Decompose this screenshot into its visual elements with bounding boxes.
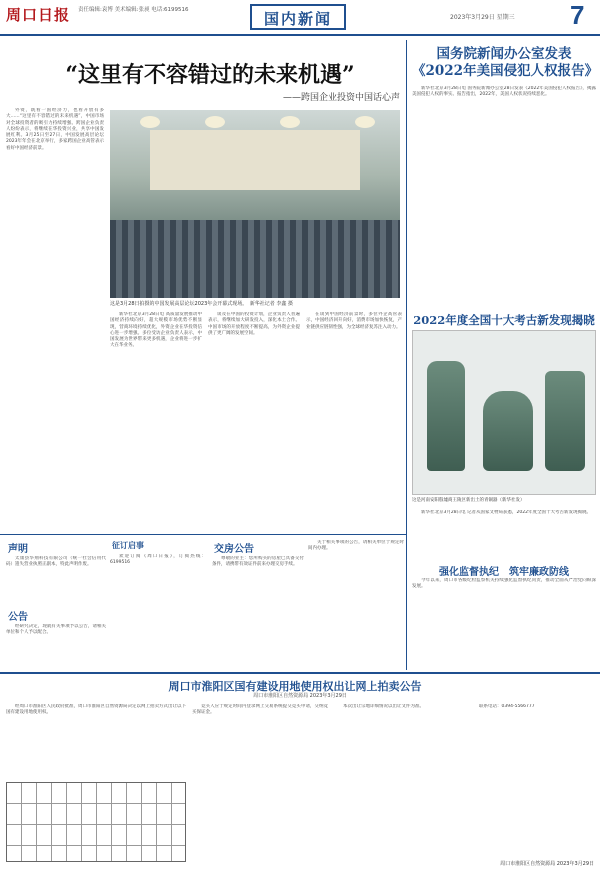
declaration-text [6, 556, 106, 606]
artifacts-photo [412, 330, 596, 495]
article-paragraph: 谈及在中国的投资计划，企业负责人普遍表示，将继续加大研发投入，深化本土合作。中国市场的开放程度不断提高，为外资企业提供了更广阔的发展空间。 [208, 312, 300, 336]
artifacts-caption: 这是河南安阳殷墟商王陵区新出土的青铜器（新华社发） [412, 498, 525, 503]
land-parcel-table [6, 782, 186, 862]
right-notice-box [308, 540, 404, 668]
land-notice-top-rule [0, 672, 600, 674]
notice-title: 公告 [8, 612, 28, 623]
human-rights-report-text [412, 86, 596, 306]
page-header [0, 0, 600, 36]
land-notice-column-3 [334, 704, 464, 876]
forum-photo [110, 110, 400, 298]
archaeology-title: 2022年度全国十大考古新发现揭晓 [413, 313, 595, 327]
land-notice-subtitle: 周口市淮阳区自然资源局 2023年3月29日 [253, 693, 347, 699]
article-paragraph: 今年以来，周口市各级纪检监察机关持续强化监督执纪问责，推动全面从严治党向纵深发展。 [412, 578, 596, 590]
land-notice-column-1 [6, 704, 186, 778]
chandelier-icon [355, 116, 375, 128]
photo-audience [110, 220, 400, 298]
chandelier-icon [280, 116, 300, 128]
page-number: 7 [570, 0, 585, 30]
notice-text [6, 624, 106, 668]
notice-paragraph: 关于相关事项的公告，请相关单位于规定时间内办理。 [308, 540, 404, 552]
column-divider [406, 40, 407, 670]
discipline-text [412, 578, 596, 668]
bronze-vessel-icon [545, 371, 585, 471]
article-paragraph: 外资，既看一国经济力，也看开放有多大……“这里有不容错过的未来机遇”，中国市场对全球投资者的吸引力持续增强。跨国企业负责人纷纷表示，将继续在华投资兴业，共享中国发展红利。3月25日至27日，中国发展高层论坛2023年年会在北京举行，多家跨国企业高管表示看好中国经济前景。 [6, 108, 104, 151]
notice-paragraph: 经研究决定，现就有关事项予以公告，请相关单位和个人予以配合。 [6, 624, 106, 636]
land-notice-title: 周口市淮阳区国有建设用地使用权出让网上拍卖公告 [168, 680, 422, 693]
section-label-box [250, 4, 346, 30]
ad-title: 征订启事 [112, 540, 144, 550]
article-paragraph: 新华社北京3月28日电 高质量发展推动中国经济持续向好，超大规模市场优势不断显现，营商环境持续优化，外资企业在华投资信心进一步增强。多位受访企业负责人表示，中国发展为世界带来更多机遇，企业将进一步扩大在华业务。 [110, 312, 202, 349]
housing-delivery-text [212, 556, 304, 668]
article-paragraph: 新华社北京3月28日电 记者从国家文物局获悉，2022年度全国十大考古新发现揭晓。 [421, 510, 591, 515]
photo-stage [150, 130, 360, 190]
chandelier-icon [205, 116, 225, 128]
notice-paragraph: 尊敬的业主：您所购买的房屋已具备交付条件，请携带有效证件前来办理交房手续。 [212, 556, 304, 568]
photo-caption: 这是3月28日拍摄的中国发展高层论坛2023年会开幕式现场。 新华社记者 李鑫 摄 [110, 301, 293, 307]
section-title: 国内新闻 [263, 10, 332, 28]
land-notice-column-4 [470, 704, 594, 854]
issue-date: 2023年3月29日 星期三 [450, 14, 515, 21]
editor-info: 责任编辑:袁博 美术编辑:张昶 电话:6199516 [78, 7, 189, 13]
bronze-vessel-icon [427, 361, 465, 471]
bronze-vessel-icon [483, 391, 533, 471]
notice-paragraph: 欢迎订阅《周口日报》，订阅热线：6199516 [110, 554, 206, 566]
main-article-title: “这里有不容错过的未来机遇” [65, 62, 355, 88]
land-notice-column-2 [192, 704, 328, 876]
article-paragraph: 新华社北京3月28日电 国务院新闻办公室28日发表《2022年美国侵犯人权报告》，揭露美国侵犯人权的事实。报告指出，2022年，美国人权状况持续恶化。 [412, 86, 596, 98]
article-paragraph: 在谈到中国经济前景时，多位外企高管表示，中国经济回升向好，消费市场加快恢复，产业链供应链韧性强，为全球经济复苏注入动力。 [306, 312, 402, 330]
newspaper-logo: 周口日报 [6, 6, 71, 24]
discipline-title: 强化监督执纪 筑牢廉政防线 [439, 567, 569, 578]
archaeology-text [412, 510, 596, 558]
ads-top-rule [0, 534, 406, 535]
notice-paragraph: 竞买人应于规定时间内登录网上交易系统提交竞买申请，交纳竞买保证金。 [192, 704, 328, 716]
notice-paragraph: 太康县华翔科技有限公司（统一社会信用代码）遗失营业执照正副本，特此声明作废。 [6, 556, 106, 568]
notice-paragraph: 经周口市淮阳区人民政府批准，周口市淮阳区自然资源局决定以网上拍卖方式出让以下国有建设用地使用权。 [6, 704, 186, 716]
housing-delivery-title: 交房公告 [214, 544, 254, 555]
land-notice-signature: 周口市淮阳区自然资源局 2023年3月29日 [500, 861, 594, 867]
declaration-title: 声明 [8, 544, 28, 555]
notice-paragraph: 联系电话：0394-5566777 [479, 704, 535, 709]
notice-paragraph: 本次出让宗地详细情况以出让文件为准。 [343, 704, 424, 709]
chandelier-icon [140, 116, 160, 128]
human-rights-report-title: 国务院新闻办公室发表《2022年美国侵犯人权报告》 [412, 46, 599, 79]
ad-text [110, 554, 206, 668]
main-article-subtitle: ——跨国企业投资中国话心声 [282, 93, 400, 103]
